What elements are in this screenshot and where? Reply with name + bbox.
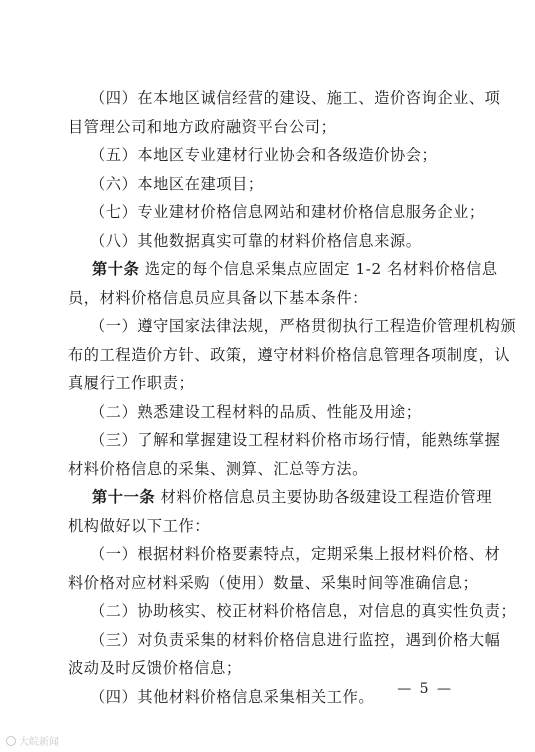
text-line: （四）在本地区诚信经营的建设、施工、造价咨询企业、项 bbox=[90, 89, 501, 107]
text-line: （七）专业建材价格信息网站和建材价格信息服务企业； bbox=[90, 203, 485, 221]
text-line: （一）根据材料价格要素特点，定期采集上报材料价格、材 bbox=[90, 545, 501, 563]
text-line: （六）本地区在建项目； bbox=[90, 175, 264, 193]
watermark-text: 大皖新闻 bbox=[19, 737, 59, 748]
text-line: （八）其他数据真实可靠的材料价格信息来源。 bbox=[90, 232, 422, 250]
text-line: 波动及时反馈价格信息； bbox=[68, 659, 242, 677]
text-line: （三）对负责采集的材料价格信息进行监控，遇到价格大幅 bbox=[90, 631, 501, 649]
article-10-line bbox=[92, 259, 498, 279]
text-line: 机构做好以下工作： bbox=[68, 517, 211, 535]
text-line: （三）了解和掌握建设工程材料价格市场行情，能熟练掌握 bbox=[90, 431, 501, 449]
text-line: （二）协助核实、校正材料价格信息，对信息的真实性负责； bbox=[90, 602, 517, 620]
article-11-line bbox=[92, 487, 492, 507]
text-line: 选定的每个信息采集点应固定 1-2 名材料价格信息 bbox=[144, 260, 498, 278]
text-line: （一）遵守国家法律法规，严格贯彻执行工程造价管理机构颁 bbox=[90, 317, 517, 335]
text-line: 真履行工作职责； bbox=[68, 374, 195, 392]
logo-icon bbox=[6, 736, 16, 746]
text-line: 布的工程造价方针、政策，遵守材料价格信息管理各项制度，认 bbox=[68, 346, 511, 364]
text-line: 料价格对应材料采购（使用）数量、采集时间等准确信息； bbox=[68, 574, 479, 592]
article-10-heading: 第十条 bbox=[92, 260, 140, 278]
text-line: 材料价格信息的采集、测算、汇总等方法。 bbox=[68, 460, 368, 478]
watermark bbox=[6, 733, 59, 748]
text-line: （四）其他材料价格信息采集相关工作。 bbox=[90, 688, 375, 706]
text-line: （五）本地区专业建材行业协会和各级造价协会； bbox=[90, 146, 438, 164]
text-line: 材料价格信息员主要协助各级建设工程造价管理 bbox=[160, 488, 493, 506]
text-line: 员，材料价格信息员应具备以下基本条件： bbox=[68, 289, 368, 307]
article-11-heading: 第十一条 bbox=[92, 488, 156, 506]
page-number: — 5 — bbox=[397, 681, 453, 697]
text-line: 目管理公司和地方政府融资平台公司； bbox=[68, 118, 337, 136]
text-line: （二）熟悉建设工程材料的品质、性能及用途； bbox=[90, 403, 422, 421]
